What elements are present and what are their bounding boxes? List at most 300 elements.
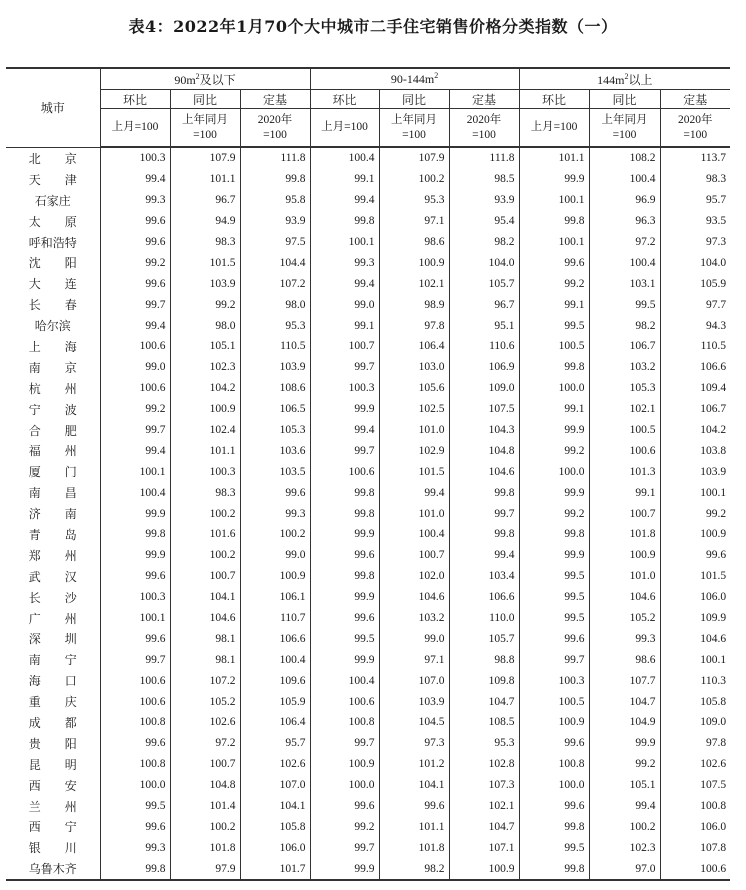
index-value: 99.8: [310, 211, 379, 232]
index-value: 105.2: [589, 608, 660, 629]
index-value: 100.6: [660, 858, 730, 880]
index-value: 106.4: [240, 712, 310, 733]
index-value: 106.9: [449, 357, 519, 378]
index-value: 93.5: [660, 211, 730, 232]
index-value: 103.5: [240, 461, 310, 482]
index-value: 99.9: [100, 545, 170, 566]
index-value: 101.8: [170, 837, 240, 858]
index-value: 99.2: [100, 399, 170, 420]
index-value: 103.4: [449, 566, 519, 587]
index-value: 99.9: [310, 858, 379, 880]
base-header: [589, 109, 660, 148]
index-value: 104.5: [379, 712, 449, 733]
index-value: 99.6: [519, 733, 589, 754]
index-value: 100.9: [170, 399, 240, 420]
table-row: [6, 837, 730, 858]
index-value: 102.6: [240, 754, 310, 775]
index-value: 100.3: [519, 670, 589, 691]
index-value: 99.4: [310, 190, 379, 211]
index-value: 100.7: [379, 545, 449, 566]
index-value: 100.6: [310, 461, 379, 482]
index-value: 100.2: [589, 817, 660, 838]
sub-header: 同比: [589, 90, 660, 109]
table-row: [6, 566, 730, 587]
index-value: 101.5: [170, 252, 240, 273]
index-value: 100.6: [100, 336, 170, 357]
group-header-medium: $90-144m^2$: [310, 69, 519, 90]
index-value: 101.8: [379, 837, 449, 858]
table-row: [6, 649, 730, 670]
index-value: 97.1: [379, 211, 449, 232]
index-value: 99.4: [310, 273, 379, 294]
index-value: 103.1: [589, 273, 660, 294]
table-row: [6, 524, 730, 545]
index-value: 100.4: [100, 482, 170, 503]
city-name: 长 沙: [28, 590, 77, 605]
index-value: 99.2: [660, 503, 730, 524]
index-value: 100.9: [310, 754, 379, 775]
index-value: 99.4: [449, 545, 519, 566]
index-value: 99.0: [100, 357, 170, 378]
index-value: 102.1: [449, 796, 519, 817]
index-value: 99.1: [519, 399, 589, 420]
index-value: 99.4: [100, 440, 170, 461]
index-value: 97.2: [589, 232, 660, 253]
table-row: [6, 273, 730, 294]
index-value: 110.3: [660, 670, 730, 691]
base-header-line1: 2020年: [678, 113, 713, 126]
index-value: 100.4: [589, 169, 660, 190]
index-value: 100.6: [100, 670, 170, 691]
index-value: 98.1: [170, 628, 240, 649]
city-name: 南 宁: [28, 653, 77, 668]
city-name: 济 南: [28, 507, 77, 522]
index-value: 99.1: [310, 169, 379, 190]
city-name: 武 汉: [28, 569, 77, 584]
index-value: 100.6: [100, 691, 170, 712]
table-row: [6, 315, 730, 336]
index-value: 99.4: [589, 796, 660, 817]
index-value: 97.9: [170, 858, 240, 880]
index-value: 104.6: [589, 587, 660, 608]
city-name: 南 京: [28, 360, 77, 375]
index-value: 98.8: [449, 649, 519, 670]
index-value: 100.4: [589, 252, 660, 273]
index-value: 100.8: [310, 712, 379, 733]
index-value: 104.4: [240, 252, 310, 273]
index-value: 98.2: [379, 858, 449, 880]
index-value: 100.7: [589, 503, 660, 524]
index-value: 104.7: [589, 691, 660, 712]
index-value: 94.9: [170, 211, 240, 232]
index-value: 97.0: [589, 858, 660, 880]
base-header-line2: =100: [402, 128, 426, 141]
city-name: 银 川: [28, 841, 77, 856]
index-value: 102.6: [660, 754, 730, 775]
index-value: 104.6: [170, 608, 240, 629]
index-value: 104.1: [170, 587, 240, 608]
index-value: 100.0: [519, 775, 589, 796]
index-value: 95.8: [240, 190, 310, 211]
index-value: 103.9: [240, 357, 310, 378]
index-value: 99.0: [310, 294, 379, 315]
index-value: 100.4: [379, 524, 449, 545]
index-value: 100.6: [589, 440, 660, 461]
index-value: 108.6: [240, 378, 310, 399]
index-value: 99.6: [310, 796, 379, 817]
base-header-line2: =100: [263, 128, 287, 141]
city-name: 青 岛: [28, 527, 77, 542]
index-value: 99.4: [310, 420, 379, 441]
table-row: [6, 545, 730, 566]
index-value: 108.2: [589, 147, 660, 169]
index-value: 99.3: [100, 190, 170, 211]
index-value: 100.7: [170, 566, 240, 587]
index-value: 100.5: [519, 336, 589, 357]
index-value: 98.0: [170, 315, 240, 336]
index-value: 106.0: [660, 817, 730, 838]
index-value: 102.6: [170, 712, 240, 733]
city-name: 北 京: [28, 151, 77, 166]
index-value: 99.6: [100, 232, 170, 253]
city-name: 厦 门: [28, 465, 77, 480]
index-value: 101.1: [519, 147, 589, 169]
index-value: 95.3: [379, 190, 449, 211]
index-value: 98.6: [379, 232, 449, 253]
index-value: 101.1: [170, 440, 240, 461]
index-value: 99.9: [310, 524, 379, 545]
index-value: 99.9: [519, 545, 589, 566]
index-value: 99.6: [310, 608, 379, 629]
index-value: 99.5: [589, 294, 660, 315]
city-name: 成 都: [28, 715, 77, 730]
index-value: 107.2: [170, 670, 240, 691]
index-value: 99.8: [100, 858, 170, 880]
table-row: [6, 691, 730, 712]
table-row: [6, 628, 730, 649]
base-header: [519, 109, 589, 148]
index-value: 99.1: [310, 315, 379, 336]
table-row: [6, 754, 730, 775]
base-header-row: [6, 109, 730, 148]
base-header-line1: 上月=100: [321, 121, 368, 133]
index-value: 100.4: [310, 670, 379, 691]
index-value: 99.6: [660, 545, 730, 566]
index-value: 104.7: [449, 691, 519, 712]
index-value: 105.9: [660, 273, 730, 294]
index-value: 102.1: [589, 399, 660, 420]
index-value: 105.8: [660, 691, 730, 712]
index-value: 106.4: [379, 336, 449, 357]
index-value: 100.0: [519, 378, 589, 399]
index-value: 104.9: [589, 712, 660, 733]
index-value: 97.1: [379, 649, 449, 670]
index-value: 99.3: [310, 252, 379, 273]
table-row: [6, 482, 730, 503]
index-value: 99.8: [449, 482, 519, 503]
index-value: 96.7: [449, 294, 519, 315]
index-value: 100.2: [170, 503, 240, 524]
index-value: 98.3: [170, 482, 240, 503]
index-value: 95.4: [449, 211, 519, 232]
index-value: 99.0: [240, 545, 310, 566]
base-header-line1: 上年同月: [391, 113, 438, 126]
index-value: 99.8: [240, 169, 310, 190]
index-value: 100.6: [100, 378, 170, 399]
index-value: 106.6: [660, 357, 730, 378]
index-value: 97.8: [379, 315, 449, 336]
index-value: 100.7: [310, 336, 379, 357]
city-name: 合 肥: [28, 423, 77, 438]
city-name: 兰 州: [28, 799, 77, 814]
index-value: 102.4: [170, 420, 240, 441]
index-value: 99.6: [519, 796, 589, 817]
base-header-line1: 2020年: [257, 113, 293, 126]
index-value: 100.3: [310, 378, 379, 399]
index-value: 100.1: [100, 461, 170, 482]
index-value: 107.2: [240, 273, 310, 294]
index-value: 101.3: [589, 461, 660, 482]
table-row: [6, 420, 730, 441]
index-value: 102.3: [170, 357, 240, 378]
index-value: 101.0: [589, 566, 660, 587]
index-value: 104.1: [379, 775, 449, 796]
index-value: 102.9: [379, 440, 449, 461]
city-name: 杭 州: [28, 381, 77, 396]
index-value: 96.9: [589, 190, 660, 211]
city-name: 宁 波: [28, 402, 77, 417]
index-value: 110.7: [240, 608, 310, 629]
index-value: 95.3: [240, 315, 310, 336]
index-value: 102.1: [379, 273, 449, 294]
base-header-line2: =100: [612, 128, 637, 141]
index-value: 104.7: [449, 817, 519, 838]
table-row: [6, 670, 730, 691]
city-name: 长 春: [28, 298, 77, 313]
index-value: 106.1: [240, 587, 310, 608]
index-value: 109.0: [449, 378, 519, 399]
index-value: 98.0: [240, 294, 310, 315]
index-value: 100.9: [379, 252, 449, 273]
index-value: 99.6: [100, 273, 170, 294]
index-value: 101.0: [379, 503, 449, 524]
table-row: [6, 169, 730, 190]
index-value: 106.6: [449, 587, 519, 608]
base-header-line2: =100: [683, 128, 708, 141]
index-value: 106.5: [240, 399, 310, 420]
city-name: 广 州: [28, 611, 77, 626]
index-value: 101.2: [379, 754, 449, 775]
index-value: 99.2: [310, 817, 379, 838]
sub-header: 环比: [100, 90, 170, 109]
sub-header: 环比: [310, 90, 379, 109]
index-value: 103.9: [379, 691, 449, 712]
index-value: 99.7: [449, 503, 519, 524]
city-name: 乌鲁木齐: [6, 858, 100, 880]
base-header: [310, 109, 379, 148]
index-value: 100.2: [379, 169, 449, 190]
index-value: 100.7: [170, 754, 240, 775]
base-header: [660, 109, 730, 148]
index-value: 99.9: [310, 587, 379, 608]
table-row: [6, 211, 730, 232]
table-row: [6, 232, 730, 253]
index-value: 99.9: [519, 169, 589, 190]
base-header: [240, 109, 310, 148]
index-value: 94.3: [660, 315, 730, 336]
index-value: 99.6: [100, 817, 170, 838]
index-value: 101.8: [589, 524, 660, 545]
city-name: 石家庄: [34, 193, 71, 208]
index-value: 99.9: [519, 482, 589, 503]
index-value: 97.2: [170, 733, 240, 754]
index-value: 95.3: [449, 733, 519, 754]
index-value: 99.1: [589, 482, 660, 503]
table-row: [6, 712, 730, 733]
base-header-line1: 上年同月: [601, 113, 648, 126]
city-header: 城市: [6, 69, 100, 147]
index-value: 101.6: [170, 524, 240, 545]
index-value: 103.2: [589, 357, 660, 378]
index-value: 107.0: [379, 670, 449, 691]
index-value: 100.8: [100, 754, 170, 775]
base-header-line1: 上月=100: [111, 121, 159, 133]
index-value: 104.2: [660, 420, 730, 441]
city-name: 呼和浩特: [28, 235, 77, 250]
index-value: 100.1: [519, 232, 589, 253]
table-row: [6, 440, 730, 461]
index-value: 100.8: [100, 712, 170, 733]
index-value: 99.2: [519, 440, 589, 461]
index-value: 111.8: [240, 147, 310, 169]
index-value: 100.2: [170, 817, 240, 838]
table-row: [6, 587, 730, 608]
index-value: 109.0: [660, 712, 730, 733]
index-value: 102.5: [379, 399, 449, 420]
table-row: [6, 733, 730, 754]
index-value: 99.3: [240, 503, 310, 524]
city-name: 上 海: [28, 339, 77, 354]
sub-header: 环比: [519, 90, 589, 109]
base-header-line2: =100: [193, 128, 217, 141]
sub-header: 定基: [449, 90, 519, 109]
table-row: [6, 608, 730, 629]
index-value: 107.8: [660, 837, 730, 858]
city-name: 西 安: [28, 778, 77, 793]
index-value: 105.7: [449, 628, 519, 649]
index-value: 98.2: [449, 232, 519, 253]
index-value: 97.3: [379, 733, 449, 754]
index-value: 99.4: [379, 482, 449, 503]
index-value: 101.1: [170, 169, 240, 190]
index-value: 103.2: [379, 608, 449, 629]
index-value: 107.9: [170, 147, 240, 169]
index-value: 100.0: [310, 775, 379, 796]
index-value: 105.3: [589, 378, 660, 399]
base-header: [100, 109, 170, 148]
table-header: [6, 69, 730, 147]
index-value: 104.6: [449, 461, 519, 482]
index-value: 100.5: [519, 691, 589, 712]
index-value: 100.9: [240, 566, 310, 587]
index-value: 100.9: [449, 858, 519, 880]
index-value: 99.7: [100, 294, 170, 315]
city-name: 太 原: [28, 214, 77, 229]
index-value: 101.7: [240, 858, 310, 880]
index-value: 99.9: [100, 503, 170, 524]
index-value: 100.3: [170, 461, 240, 482]
index-value: 99.4: [100, 315, 170, 336]
index-value: 100.9: [519, 712, 589, 733]
table-row: [6, 378, 730, 399]
index-value: 99.5: [100, 796, 170, 817]
index-value: 99.5: [519, 566, 589, 587]
base-header-line1: 上年同月: [182, 113, 228, 126]
index-value: 100.3: [100, 587, 170, 608]
index-value: 98.2: [589, 315, 660, 336]
group-header-small: $90m^2$及以下: [100, 69, 310, 90]
index-value: 107.3: [449, 775, 519, 796]
table-row: [6, 252, 730, 273]
index-value: 99.9: [310, 649, 379, 670]
index-value: 98.3: [660, 169, 730, 190]
index-value: 110.5: [240, 336, 310, 357]
city-name: 天 津: [28, 172, 77, 187]
index-value: 105.3: [240, 420, 310, 441]
index-value: 97.5: [240, 232, 310, 253]
index-value: 105.7: [449, 273, 519, 294]
index-value: 108.5: [449, 712, 519, 733]
index-value: 100.6: [310, 691, 379, 712]
index-value: 104.2: [170, 378, 240, 399]
index-value: 106.7: [660, 399, 730, 420]
index-value: 106.0: [660, 587, 730, 608]
index-value: 96.3: [589, 211, 660, 232]
index-value: 100.4: [310, 147, 379, 169]
sub-header: 同比: [379, 90, 449, 109]
index-value: 99.9: [310, 399, 379, 420]
index-value: 100.1: [310, 232, 379, 253]
index-value: 103.9: [660, 461, 730, 482]
index-value: 99.6: [240, 482, 310, 503]
index-value: 99.8: [519, 211, 589, 232]
table-row: [6, 461, 730, 482]
base-header: [170, 109, 240, 148]
index-value: 99.8: [519, 357, 589, 378]
index-value: 106.0: [240, 837, 310, 858]
index-value: 104.0: [449, 252, 519, 273]
city-name: 大 连: [28, 277, 77, 292]
city-name: 福 州: [28, 444, 77, 459]
city-name: 哈尔滨: [34, 319, 71, 334]
index-value: 95.7: [660, 190, 730, 211]
table-row: [6, 336, 730, 357]
index-value: 107.0: [240, 775, 310, 796]
index-value: 102.0: [379, 566, 449, 587]
index-value: 110.5: [660, 336, 730, 357]
index-value: 100.1: [660, 482, 730, 503]
table-row: [6, 294, 730, 315]
index-value: 95.7: [240, 733, 310, 754]
index-value: 97.3: [660, 232, 730, 253]
index-value: 103.6: [240, 440, 310, 461]
index-value: 101.4: [170, 796, 240, 817]
index-value: 99.8: [519, 858, 589, 880]
index-value: 107.5: [449, 399, 519, 420]
index-value: 105.6: [379, 378, 449, 399]
index-value: 99.5: [519, 608, 589, 629]
index-value: 99.8: [100, 524, 170, 545]
